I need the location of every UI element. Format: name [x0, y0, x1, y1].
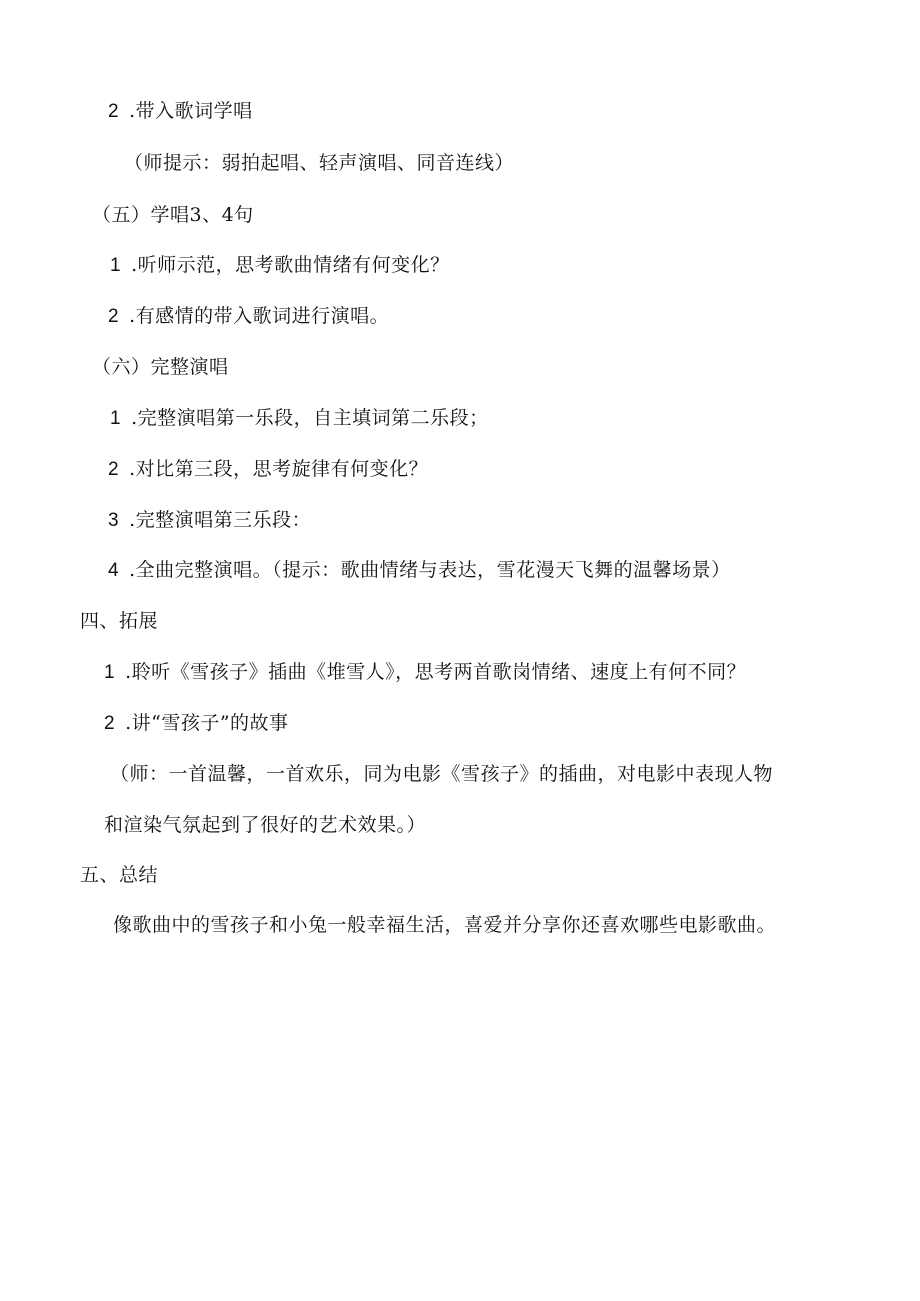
- note-text: （师提示：弱拍起唱、轻声演唱、同音连线）: [124, 152, 515, 174]
- step-item-listen-insert-song: [104, 660, 746, 685]
- step-text: .对比第三段，思考旋律有何变化？: [129, 458, 429, 480]
- step-number: 1: [110, 408, 122, 429]
- step-text: .讲“雪孩子”的故事: [125, 712, 289, 734]
- step-number: 1: [104, 662, 116, 683]
- step-number: 3: [108, 510, 120, 531]
- step-item-tell-story: [104, 711, 289, 736]
- summary-paragraph: [113, 913, 776, 937]
- step-item-full-song: [108, 558, 731, 583]
- step-text: .全曲完整演唱。（提示：歌曲情绪与表达，雪花漫天飞舞的温馨场景）: [129, 559, 731, 581]
- step-text: .完整演唱第一乐段，自主填词第二乐段；: [131, 407, 489, 429]
- note-text: （师：一首温馨，一首欢乐，同为电影《雪孩子》的插曲，对电影中表现人物: [110, 763, 774, 785]
- step-text: .听师示范，思考歌曲情绪有何变化？: [131, 254, 450, 276]
- step-item-first-section: [110, 406, 489, 431]
- step-item-sing-with-lyrics: [108, 99, 253, 124]
- teacher-note-line-1: [110, 762, 773, 786]
- heading-text: 五、总结: [80, 864, 159, 886]
- heading-text: 四、拓展: [80, 610, 159, 632]
- step-item-sing-with-emotion: [108, 304, 389, 329]
- step-number: 2: [104, 713, 116, 734]
- step-number: 2: [108, 459, 120, 480]
- section-heading-complete-singing: [92, 355, 229, 379]
- step-number: 2: [108, 101, 120, 122]
- section-heading-extension: [80, 609, 158, 633]
- teacher-hint-note: [124, 151, 514, 175]
- step-text: .有感情的带入歌词进行演唱。: [129, 305, 390, 327]
- step-item-compare-third: [108, 457, 428, 482]
- step-item-third-section: [108, 508, 311, 533]
- section-heading-learn-phrases-3-4: [92, 203, 254, 227]
- summary-text: 像歌曲中的雪孩子和小兔一般幸福生活，喜爱并分享你还喜欢哪些电影歌曲。: [113, 914, 777, 936]
- note-text: 和渲染气氛起到了很好的艺术效果。）: [104, 814, 427, 836]
- teacher-note-line-2: [104, 813, 426, 837]
- step-text: .聆听《雪孩子》插曲《堆雪人》，思考两首歌岗情绪、速度上有何不同？: [125, 661, 747, 683]
- step-number: 4: [108, 560, 120, 581]
- step-number: 1: [110, 255, 122, 276]
- step-item-listen-demo: [110, 253, 450, 278]
- step-text: .带入歌词学唱: [129, 100, 253, 122]
- section-heading-summary: [80, 863, 158, 887]
- heading-text: （六）完整演唱: [92, 356, 229, 378]
- step-text: .完整演唱第三乐段：: [129, 509, 312, 531]
- step-number: 2: [108, 306, 120, 327]
- heading-text: （五）学唱3、4句: [92, 204, 254, 226]
